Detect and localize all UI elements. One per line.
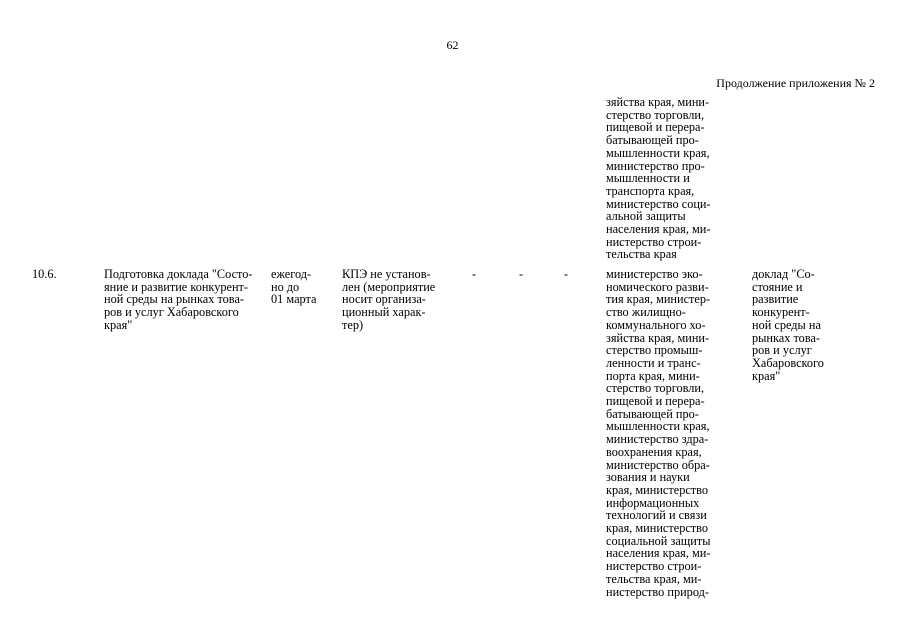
appendix-continuation-label: Продолжение приложения № 2 [716, 76, 875, 90]
row-result: доклад "Со- стояние и развитие конкурент- ной среды на рынках това- ров и услуг Хабаровского края" [752, 267, 824, 383]
row-responsible: министерство эко- номического разви- тия края, министер- ство жилищно- коммунального хо- зяйства края, мини- стерство промыш- ленности и транс- порта края, мини- стерство торговли, пищевой и перера- батывающей про- мышленности края, министерство здра- воохранения края, министерство обра- зования и науки края, министерство информационных технологий и связи края, министерство социальной защиты населения края, ми- нистерство строи- тельства края, ми- нистерство природ- [606, 267, 711, 599]
row-value-dash-1: - [472, 267, 477, 281]
row-value-dash-2: - [519, 267, 524, 281]
row-deadline: ежегод- но до 01 марта [271, 267, 317, 307]
carryover-responsible-cell: зяйства края, мини- стерство торговли, пищевой и перера- батывающей про- мышленности края, министерство про- мышленности и транспорта края, министерство соци- альной защиты населения края, ми- нистерство строи- тельства края [606, 95, 711, 262]
row-number: 10.6. [32, 267, 57, 281]
row-kpi: КПЭ не установ- лен (мероприятие носит организа- ционный харак- тер) [342, 267, 436, 332]
row-activity-name: Подготовка доклада "Состо- яние и развитие конкурент- ной среды на рынках това- ров и услуг Хабаровского края" [104, 267, 253, 332]
row-value-dash-3: - [564, 267, 569, 281]
page-number: 62 [446, 38, 459, 52]
